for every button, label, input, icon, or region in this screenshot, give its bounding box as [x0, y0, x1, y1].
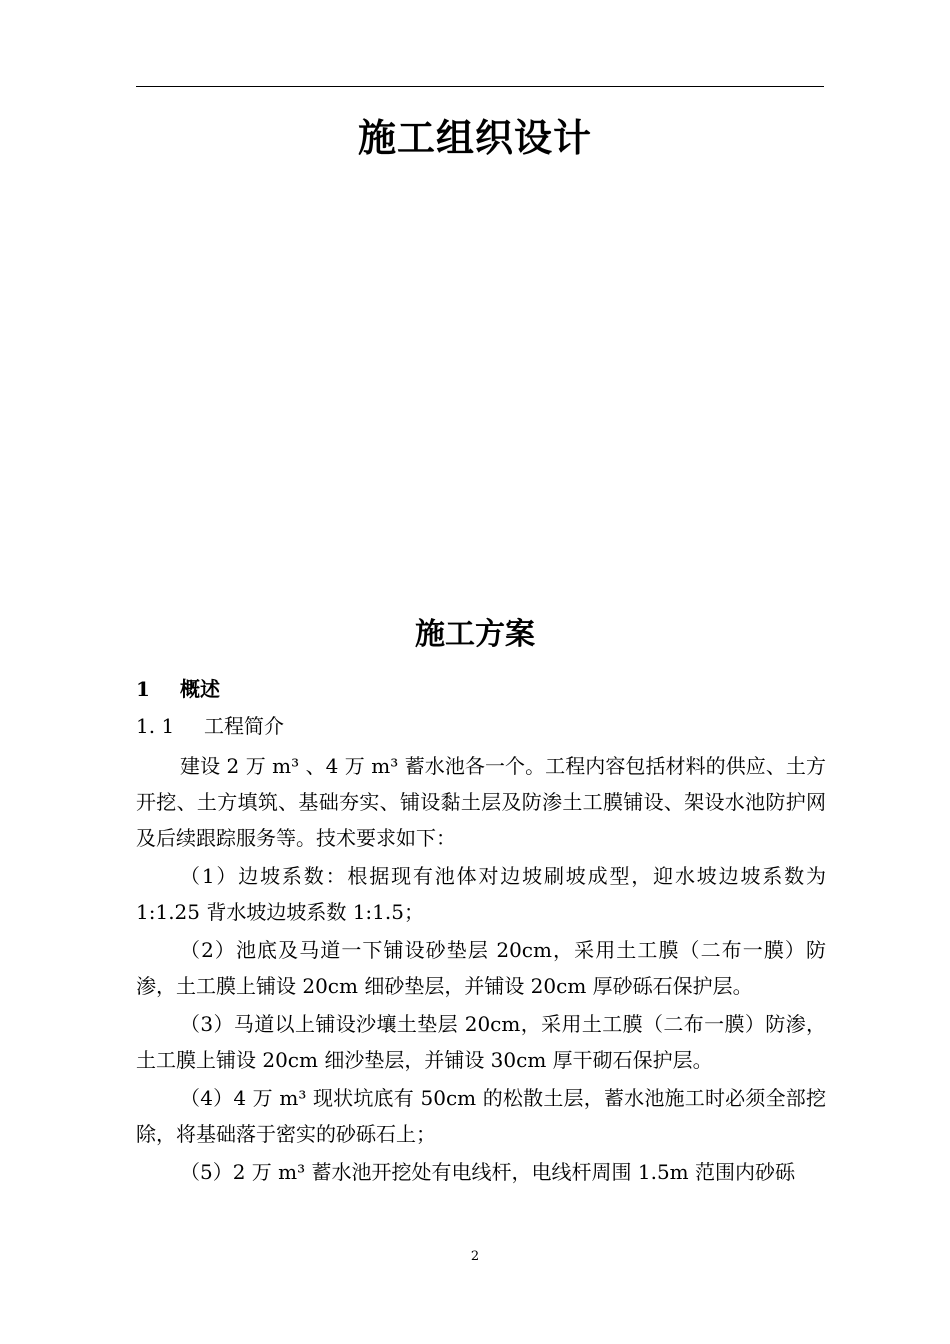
paragraph-item-2: （2）池底及马道一下铺设砂垫层 20cm，采用土工膜（二布一膜）防渗，土工膜上铺设 20cm 细砂垫层，并铺设 20cm 厚砂砾石保护层。: [136, 938, 826, 998]
heading-1-text: 概述: [180, 677, 220, 701]
header-rule: [136, 86, 824, 87]
heading-1: [136, 675, 220, 703]
paragraph-intro: 建设 2 万 m³ 、4 万 m³ 蓄水池各一个。工程内容包括材料的供应、土方开挖、土方填筑、基础夯实、铺设黏土层及防渗土工膜铺设、架设水池防护网及后续跟踪服务等。技术要求如下：: [136, 754, 826, 850]
heading-1-number: 1: [136, 677, 150, 701]
heading-2-text: 工程简介: [204, 714, 284, 738]
page-number: 2: [470, 1249, 480, 1264]
heading-2-number: 1. 1: [136, 714, 175, 738]
paragraph-item-3: （3）马道以上铺设沙壤土垫层 20cm，采用土工膜（二布一膜）防渗，土工膜上铺设 20cm 细沙垫层，并铺设 30cm 厚干砌石保护层。: [136, 1012, 826, 1072]
paragraph-item-1: （1）边坡系数：根据现有池体对边坡刷坡成型，迎水坡边坡系数为 1:1.25 背水坡边坡系数 1:1.5；: [136, 864, 826, 924]
paragraph-item-5: （5）2 万 m³ 蓄水池开挖处有电线杆，电线杆周围 1.5m 范围内砂砾: [180, 1160, 795, 1184]
body-text: [136, 748, 826, 1190]
document-title: 施工组织设计: [357, 115, 592, 160]
section-title: 施工方案: [415, 617, 535, 652]
paragraph-item-4: （4）4 万 m³ 现状坑底有 50cm 的松散土层，蓄水池施工时必须全部挖除，将基础落于密实的砂砾石上；: [136, 1086, 826, 1146]
heading-2: [136, 712, 284, 740]
